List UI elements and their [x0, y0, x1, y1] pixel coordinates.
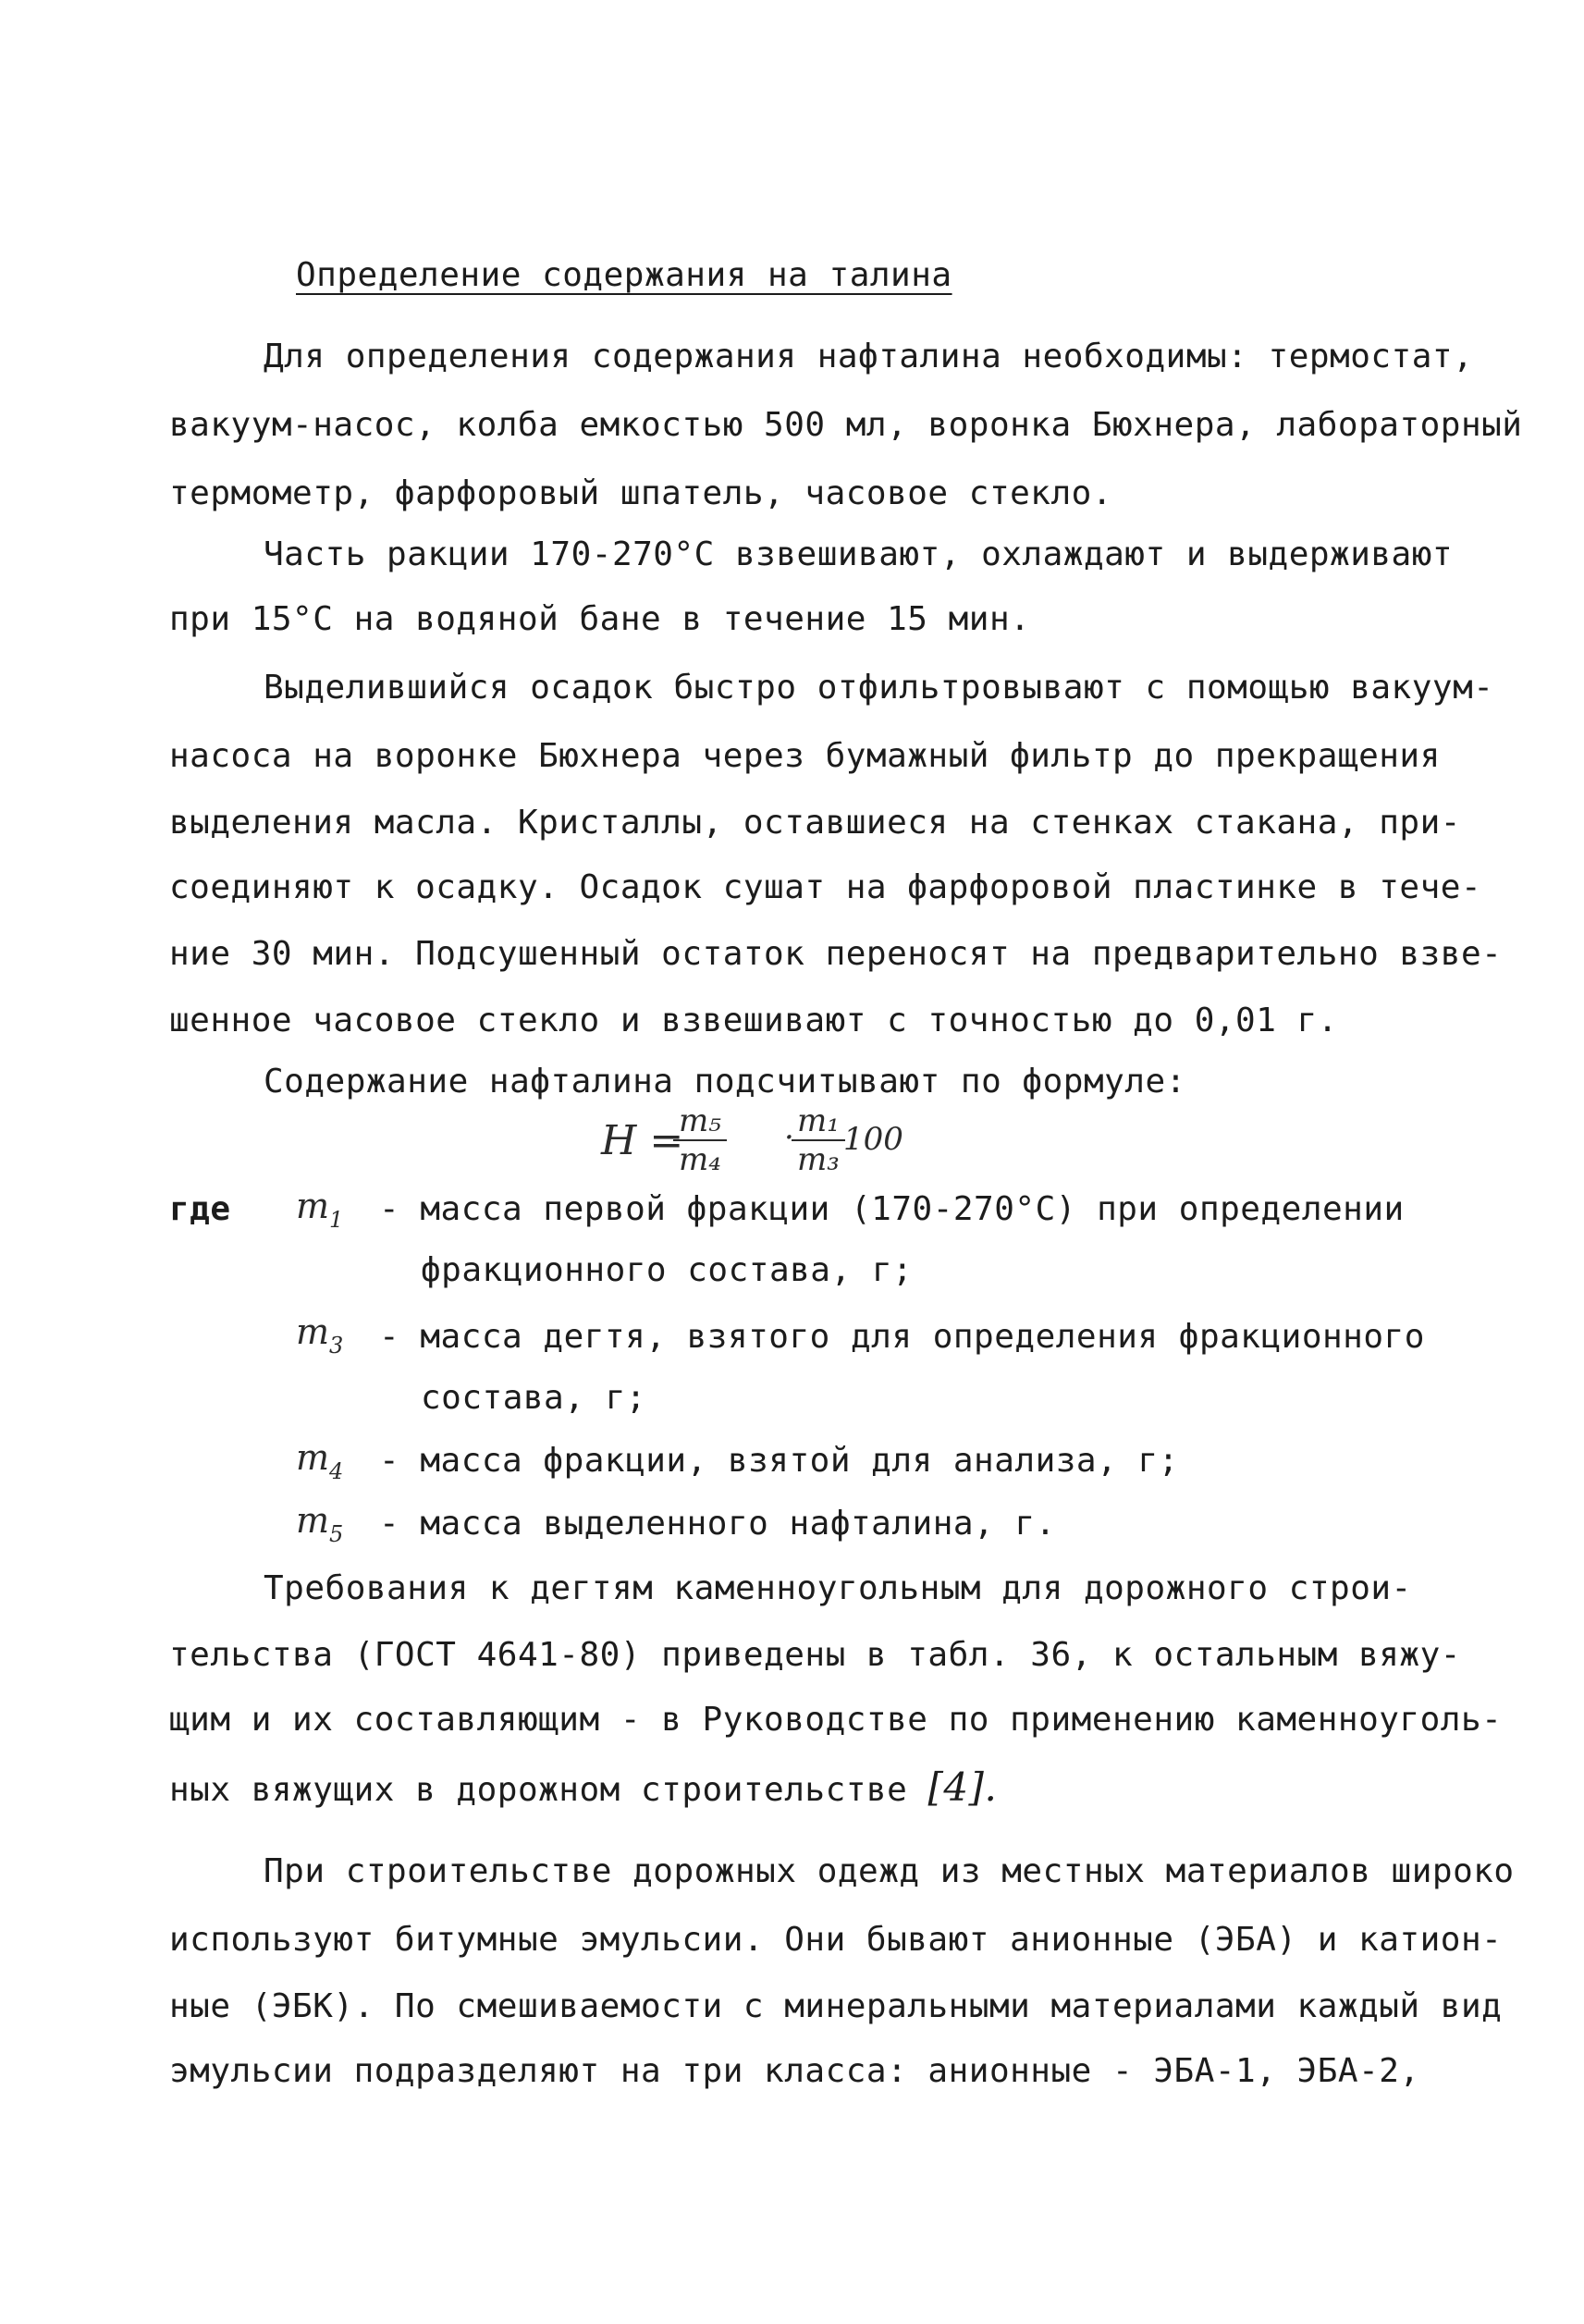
paragraph-line: при 15°С на водяной бане в течение 15 мин. — [169, 600, 1031, 638]
definition-line: - масса выделенного нафталина, г. — [379, 1505, 1056, 1543]
section-heading: Определение содержания на талина — [296, 256, 952, 294]
paragraph-line: термометр, фарфоровый шпатель, часовое стекло. — [169, 474, 1112, 512]
formula-multiply: · — [784, 1119, 794, 1156]
paragraph-line: выделения масла. Кристаллы, оставшиеся на стенках стакана, при- — [169, 804, 1461, 842]
paragraph-line: используют битумные эмульсии. Они бывают анионные (ЭБА) и катион- — [169, 1921, 1503, 1959]
definition-line: фракционного состава, г; — [421, 1251, 914, 1289]
definition-line: - масса фракции, взятой для анализа, г; — [379, 1442, 1179, 1480]
where-label: где — [169, 1190, 231, 1228]
symbol-m4: m4 — [296, 1437, 344, 1484]
formula-denominator: m₄ — [679, 1141, 721, 1178]
paragraph-line: щим и их составляющим - в Руководстве по применению каменноуголь- — [169, 1701, 1503, 1739]
symbol-m3: m3 — [296, 1311, 344, 1359]
paragraph-line: шенное часовое стекло и взвешивают с точностью до 0,01 г. — [169, 1002, 1338, 1039]
paragraph-line: Выделившийся осадок быстро отфильтровывают с помощью вакуум- — [264, 669, 1494, 707]
symbol-m5: m5 — [296, 1500, 344, 1547]
symbol-m1: m1 — [296, 1186, 344, 1233]
paragraph-line: соединяют к осадку. Осадок сушат на фарфоровой пластинке в тече- — [169, 868, 1482, 906]
paragraph-line: ные (ЭБК). По смешиваемости с минеральными материалами каждый вид — [169, 1987, 1503, 2025]
paragraph-line: вакуум-насос, колба емкостью 500 мл, воронка Бюхнера, лабораторный — [169, 406, 1523, 444]
definition-line: - масса дегтя, взятого для определения фракционного — [379, 1318, 1425, 1356]
formula-lhs: Н = — [601, 1117, 684, 1164]
formula-fraction-1 — [673, 1102, 727, 1178]
paragraph-line — [169, 1765, 998, 1810]
formula — [601, 1091, 903, 1193]
formula-numerator: m₅ — [673, 1102, 727, 1141]
paragraph-line: Для определения содержания нафталина необходимы: термостат, — [264, 338, 1474, 375]
formula-denominator: m₃ — [797, 1141, 840, 1178]
formula-fraction-2 — [792, 1102, 845, 1178]
formula-numerator: m₁ — [792, 1102, 845, 1141]
paragraph-text: ных вяжущих в дорожном строительстве — [169, 1771, 908, 1809]
reference-marker: [4]. — [927, 1765, 998, 1810]
paragraph-line: насоса на воронке Бюхнера через бумажный фильтр до прекращения — [169, 737, 1441, 775]
definition-line: состава, г; — [421, 1379, 646, 1417]
paragraph-line: тельства (ГОСТ 4641-80) приведены в табл. 36, к остальным вяжу- — [169, 1636, 1461, 1674]
paragraph-line: ние 30 мин. Подсушенный остаток переносят на предварительно взве- — [169, 935, 1503, 973]
formula-factor: 100 — [843, 1121, 903, 1158]
paragraph-line: При строительстве дорожных одежд из местных материалов широко — [264, 1852, 1515, 1890]
paragraph-line: Содержание нафталина подсчитывают по формуле: — [264, 1063, 1186, 1101]
paragraph-line: эмульсии подразделяют на три класса: анионные - ЭБА-1, ЭБА-2, — [169, 2052, 1420, 2090]
definition-line: - масса первой фракции (170-270°С) при определении — [379, 1190, 1405, 1228]
paragraph-line: Часть ракции 170-270°С взвешивают, охлаждают и выдерживают — [264, 535, 1454, 573]
paragraph-line: Требования к дегтям каменноугольным для дорожного строи- — [264, 1569, 1412, 1607]
